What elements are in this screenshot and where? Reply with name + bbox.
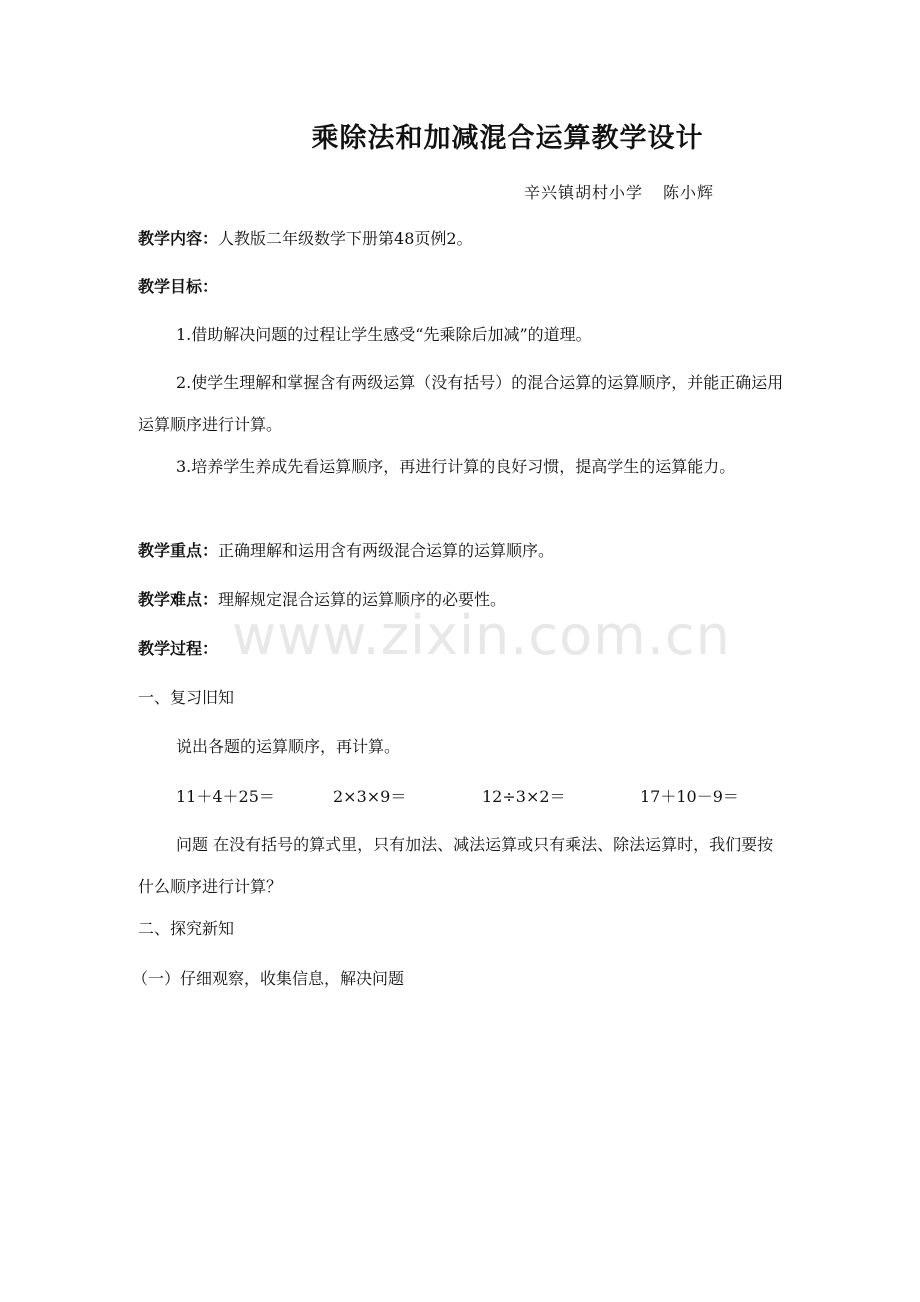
review-question: 问题 在没有括号的算式里，只有加法、减法运算或只有乘法、除法运算时，我们要按什么顺序进行计算？	[138, 835, 774, 896]
expression-3: 12÷3×2＝	[482, 787, 566, 806]
expression-4: 17＋10－9＝	[640, 787, 739, 806]
document-title: 乘除法和加减混合运算教学设计	[311, 123, 704, 154]
difficulty-label: 教学难点：	[138, 590, 219, 609]
teaching-content-text: 人教版二年级数学下册第48页例2。	[218, 229, 473, 248]
section-explore: 二、探究新知	[138, 919, 235, 938]
teaching-content-label: 教学内容：	[138, 229, 219, 248]
teaching-goals-label: 教学目标：	[138, 277, 219, 296]
review-instruction: 说出各题的运算顺序，再计算。	[176, 737, 401, 756]
process-label: 教学过程：	[138, 639, 219, 658]
author-name: 陈小辉	[662, 183, 714, 202]
goal-item-2: 2.使学生理解和掌握含有两级运算（没有括号）的混合运算的运算顺序，并能正确运用运算顺序进行计算。	[138, 373, 784, 434]
author-line	[524, 180, 714, 203]
key-point-label: 教学重点：	[138, 541, 219, 560]
subsection-observe: （一）仔细观察，收集信息，解决问题	[132, 969, 405, 988]
section-review: 一、复习旧知	[138, 688, 235, 707]
teaching-content	[138, 218, 788, 260]
author-school: 辛兴镇胡村小学	[523, 183, 643, 202]
expression-1: 11＋4＋25＝	[176, 787, 275, 806]
expression-2: 2×3×9＝	[333, 787, 407, 806]
key-point	[138, 530, 788, 572]
goal-item-3: 3.培养学生养成先看运算顺序，再进行计算的良好习惯，提高学生的运算能力。	[176, 457, 736, 476]
difficulty-text: 理解规定混合运算的运算顺序的必要性。	[218, 590, 507, 609]
goal-item-1: 1.借助解决问题的过程让学生感受“先乘除后加减”的道理。	[176, 325, 592, 344]
key-point-text: 正确理解和运用含有两级混合运算的运算顺序。	[218, 541, 555, 560]
watermark: www.zixin.com.cn	[232, 604, 731, 667]
